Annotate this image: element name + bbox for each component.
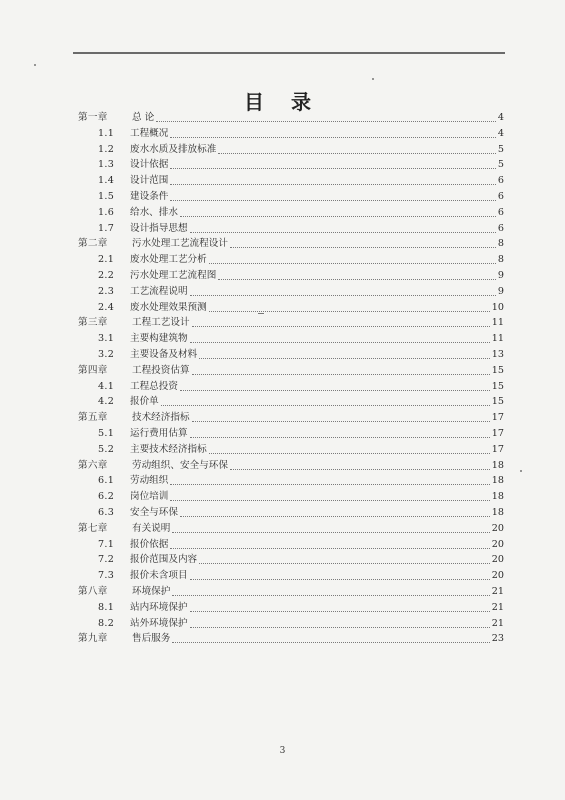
toc-entry-page: 10 bbox=[491, 301, 504, 313]
toc-entry-title: 工艺流程说明 bbox=[130, 285, 188, 297]
toc-section-entry[interactable] bbox=[78, 426, 504, 442]
toc-dot-leader bbox=[180, 516, 490, 517]
toc-entry-number: 1.3 bbox=[98, 159, 115, 171]
toc-entry-page: 15 bbox=[491, 380, 504, 392]
toc-entry-page: 9 bbox=[497, 285, 504, 297]
scan-speck bbox=[258, 313, 264, 314]
toc-dot-leader bbox=[170, 200, 496, 201]
toc-section-entry[interactable] bbox=[78, 394, 504, 410]
toc-entry-number: 7.1 bbox=[98, 538, 115, 550]
toc-entry-number: 4.1 bbox=[98, 380, 115, 392]
header-rule bbox=[73, 52, 505, 54]
toc-section-entry[interactable] bbox=[78, 505, 504, 521]
toc-entry-page: 18 bbox=[491, 491, 504, 503]
toc-entry-title: 主要技术经济指标 bbox=[130, 443, 207, 455]
toc-section-entry[interactable] bbox=[78, 284, 504, 300]
toc-entry-title: 总 论 bbox=[132, 112, 155, 123]
toc-entry-number: 2.4 bbox=[98, 301, 115, 313]
toc-entry-number: 1.1 bbox=[98, 127, 115, 139]
toc-entry-page: 18 bbox=[491, 459, 504, 471]
toc-dot-leader bbox=[172, 642, 490, 643]
toc-entry-page: 17 bbox=[491, 427, 504, 439]
toc-chapter-entry[interactable] bbox=[78, 236, 504, 252]
toc-section-entry[interactable] bbox=[78, 268, 504, 284]
toc-entry-title: 技术经济指标 bbox=[132, 412, 190, 424]
toc-dot-leader bbox=[156, 121, 496, 122]
toc-chapter-entry[interactable] bbox=[78, 458, 504, 474]
toc-section-entry[interactable] bbox=[78, 347, 504, 363]
toc-entry-number: 第七章 bbox=[78, 522, 108, 534]
toc-entry-page: 8 bbox=[497, 238, 504, 250]
toc-dot-leader bbox=[209, 453, 490, 454]
toc-entry-number: 第五章 bbox=[78, 412, 108, 424]
toc-entry-number: 2.2 bbox=[98, 269, 115, 281]
toc-entry-number: 5.1 bbox=[98, 427, 115, 439]
toc-entry-page: 15 bbox=[491, 364, 504, 376]
toc-entry-page: 11 bbox=[491, 333, 504, 345]
toc-entry-title: 废水水质及排放标准 bbox=[130, 143, 217, 155]
toc-dot-leader bbox=[190, 295, 496, 296]
toc-dot-leader bbox=[199, 563, 490, 564]
toc-entry-number: 8.2 bbox=[98, 617, 115, 629]
toc-entry-page: 4 bbox=[497, 127, 504, 139]
toc-entry-number: 2.1 bbox=[98, 254, 115, 266]
toc-dot-leader bbox=[170, 484, 490, 485]
toc-dot-leader bbox=[161, 405, 490, 406]
toc-entry-number: 1.5 bbox=[98, 190, 115, 202]
toc-entry-title: 有关说明 bbox=[132, 522, 171, 534]
toc-entry-page: 20 bbox=[491, 522, 504, 534]
toc-chapter-entry[interactable] bbox=[78, 315, 504, 331]
toc-entry-page: 20 bbox=[491, 570, 504, 582]
toc-entry-title: 废水处理工艺分析 bbox=[130, 254, 207, 266]
toc-chapter-entry[interactable] bbox=[78, 410, 504, 426]
toc-section-entry[interactable] bbox=[78, 442, 504, 458]
scan-speck bbox=[372, 78, 374, 80]
toc-entry-title: 工程概况 bbox=[130, 127, 169, 139]
toc-section-entry[interactable] bbox=[78, 221, 504, 237]
toc-dot-leader bbox=[170, 184, 496, 185]
toc-dot-leader bbox=[170, 548, 490, 549]
toc-dot-leader bbox=[180, 390, 490, 391]
toc-dot-leader bbox=[190, 342, 490, 343]
toc-chapter-entry[interactable] bbox=[78, 631, 504, 647]
toc-entry-title: 主要构建筑物 bbox=[130, 333, 188, 345]
page-title: 目 录 bbox=[244, 90, 321, 114]
toc-entry-title: 工程总投资 bbox=[130, 380, 178, 392]
toc-entry-number: 2.3 bbox=[98, 285, 115, 297]
toc-entry-number: 第二章 bbox=[78, 238, 108, 250]
toc-section-entry[interactable] bbox=[78, 126, 504, 142]
toc-section-entry[interactable] bbox=[78, 173, 504, 189]
toc-entry-number: 第一章 bbox=[78, 112, 108, 123]
toc-entry-number: 4.2 bbox=[98, 396, 115, 408]
toc-entry-title: 报价未含项目 bbox=[130, 570, 188, 582]
toc-dot-leader bbox=[190, 232, 496, 233]
toc-section-entry[interactable] bbox=[78, 157, 504, 173]
toc-entry-page: 21 bbox=[491, 601, 504, 613]
toc-dot-leader bbox=[190, 437, 490, 438]
toc-chapter-entry[interactable] bbox=[78, 584, 504, 600]
toc-section-entry[interactable] bbox=[78, 142, 504, 158]
toc-entry-title: 设计依据 bbox=[130, 159, 169, 171]
toc-dot-leader bbox=[190, 579, 490, 580]
toc-entry-title: 安全与环保 bbox=[130, 506, 178, 518]
toc-section-entry[interactable] bbox=[78, 205, 504, 221]
toc-entry-page: 6 bbox=[497, 190, 504, 202]
toc-dot-leader bbox=[230, 247, 496, 248]
toc-section-entry[interactable] bbox=[78, 379, 504, 395]
toc-entry-title: 环境保护 bbox=[132, 585, 171, 597]
toc-section-entry[interactable] bbox=[78, 300, 504, 316]
toc-chapter-entry[interactable] bbox=[78, 363, 504, 379]
toc-dot-leader bbox=[172, 532, 490, 533]
toc-dot-leader bbox=[209, 263, 496, 264]
toc-entry-number: 1.6 bbox=[98, 206, 115, 218]
toc-section-entry[interactable] bbox=[78, 489, 504, 505]
toc-entry-number: 1.7 bbox=[98, 222, 115, 234]
toc-entry-number: 7.3 bbox=[98, 570, 115, 582]
toc-dot-leader bbox=[209, 311, 490, 312]
toc-entry-title: 给水、排水 bbox=[130, 206, 178, 218]
toc-entry-page: 17 bbox=[491, 443, 504, 455]
toc-entry-page: 18 bbox=[491, 506, 504, 518]
toc-entry-number: 8.1 bbox=[98, 601, 115, 613]
toc-entry-title: 报价范围及内容 bbox=[130, 554, 198, 566]
scan-speck bbox=[34, 64, 36, 66]
toc-entry-title: 设计指导思想 bbox=[130, 222, 188, 234]
toc-entry-page: 5 bbox=[497, 159, 504, 171]
toc-entry-number: 6.3 bbox=[98, 506, 115, 518]
toc-dot-leader bbox=[190, 611, 490, 612]
toc-entry-title: 运行费用估算 bbox=[130, 427, 188, 439]
toc-dot-leader bbox=[192, 326, 490, 327]
toc-dot-leader bbox=[170, 500, 490, 501]
table-of-contents bbox=[78, 110, 504, 647]
toc-entry-number: 第八章 bbox=[78, 585, 108, 597]
toc-dot-leader bbox=[170, 137, 496, 138]
toc-section-entry[interactable] bbox=[78, 331, 504, 347]
page-number: 3 bbox=[279, 746, 286, 756]
toc-section-entry[interactable] bbox=[78, 189, 504, 205]
toc-dot-leader bbox=[170, 168, 496, 169]
toc-entry-page: 17 bbox=[491, 412, 504, 424]
toc-entry-page: 8 bbox=[497, 254, 504, 266]
toc-entry-title: 主要设备及材料 bbox=[130, 348, 198, 360]
toc-section-entry[interactable] bbox=[78, 252, 504, 268]
toc-entry-number: 3.2 bbox=[98, 348, 115, 360]
toc-entry-title: 建设条件 bbox=[130, 190, 169, 202]
toc-entry-number: 1.4 bbox=[98, 175, 115, 187]
toc-section-entry[interactable] bbox=[78, 552, 504, 568]
toc-entry-title: 工程投资估算 bbox=[132, 364, 190, 376]
toc-dot-leader bbox=[230, 469, 490, 470]
toc-entry-page: 15 bbox=[491, 396, 504, 408]
toc-entry-title: 污水处理工艺流程图 bbox=[130, 269, 217, 281]
toc-chapter-entry[interactable] bbox=[78, 110, 504, 126]
toc-entry-page: 21 bbox=[491, 585, 504, 597]
toc-entry-title: 劳动组织、安全与环保 bbox=[132, 459, 228, 471]
toc-entry-title: 工程工艺设计 bbox=[132, 317, 190, 329]
toc-entry-number: 7.2 bbox=[98, 554, 115, 566]
toc-entry-number: 5.2 bbox=[98, 443, 115, 455]
toc-entry-page: 4 bbox=[497, 112, 504, 123]
toc-dot-leader bbox=[180, 216, 496, 217]
toc-entry-page: 20 bbox=[491, 554, 504, 566]
toc-entry-number: 第四章 bbox=[78, 364, 108, 376]
toc-entry-page: 13 bbox=[491, 348, 504, 360]
toc-dot-leader bbox=[218, 153, 496, 154]
toc-section-entry[interactable] bbox=[78, 616, 504, 632]
toc-entry-number: 第六章 bbox=[78, 459, 108, 471]
scan-speck bbox=[520, 470, 522, 472]
toc-entry-number: 1.2 bbox=[98, 143, 115, 155]
toc-entry-page: 6 bbox=[497, 206, 504, 218]
toc-entry-page: 6 bbox=[497, 175, 504, 187]
toc-section-entry[interactable] bbox=[78, 473, 504, 489]
toc-entry-page: 9 bbox=[497, 269, 504, 281]
toc-entry-title: 报价依据 bbox=[130, 538, 169, 550]
toc-chapter-entry[interactable] bbox=[78, 521, 504, 537]
toc-entry-page: 6 bbox=[497, 222, 504, 234]
toc-entry-title: 设计范围 bbox=[130, 175, 169, 187]
toc-dot-leader bbox=[190, 627, 490, 628]
toc-dot-leader bbox=[172, 595, 490, 596]
toc-entry-title: 岗位培训 bbox=[130, 491, 169, 503]
toc-entry-number: 6.1 bbox=[98, 475, 115, 487]
toc-entry-title: 污水处理工艺流程设计 bbox=[132, 238, 228, 250]
toc-entry-title: 售后服务 bbox=[132, 633, 171, 645]
toc-entry-number: 第九章 bbox=[78, 633, 108, 645]
toc-dot-leader bbox=[199, 358, 490, 359]
toc-entry-title: 劳动组织 bbox=[130, 475, 169, 487]
toc-section-entry[interactable] bbox=[78, 600, 504, 616]
toc-entry-page: 20 bbox=[491, 538, 504, 550]
toc-entry-number: 6.2 bbox=[98, 491, 115, 503]
toc-entry-page: 23 bbox=[491, 633, 504, 645]
toc-entry-title: 站外环境保护 bbox=[130, 617, 188, 629]
toc-entry-title: 报价单 bbox=[130, 396, 159, 408]
toc-entry-title: 站内环境保护 bbox=[130, 601, 188, 613]
toc-dot-leader bbox=[192, 421, 490, 422]
toc-entry-page: 21 bbox=[491, 617, 504, 629]
toc-section-entry[interactable] bbox=[78, 568, 504, 584]
toc-entry-page: 5 bbox=[497, 143, 504, 155]
toc-dot-leader bbox=[192, 374, 490, 375]
toc-entry-page: 11 bbox=[491, 317, 504, 329]
toc-entry-title: 废水处理效果预测 bbox=[130, 301, 207, 313]
toc-entry-page: 18 bbox=[491, 475, 504, 487]
toc-entry-number: 3.1 bbox=[98, 333, 115, 345]
toc-dot-leader bbox=[218, 279, 496, 280]
toc-section-entry[interactable] bbox=[78, 537, 504, 553]
toc-entry-number: 第三章 bbox=[78, 317, 108, 329]
